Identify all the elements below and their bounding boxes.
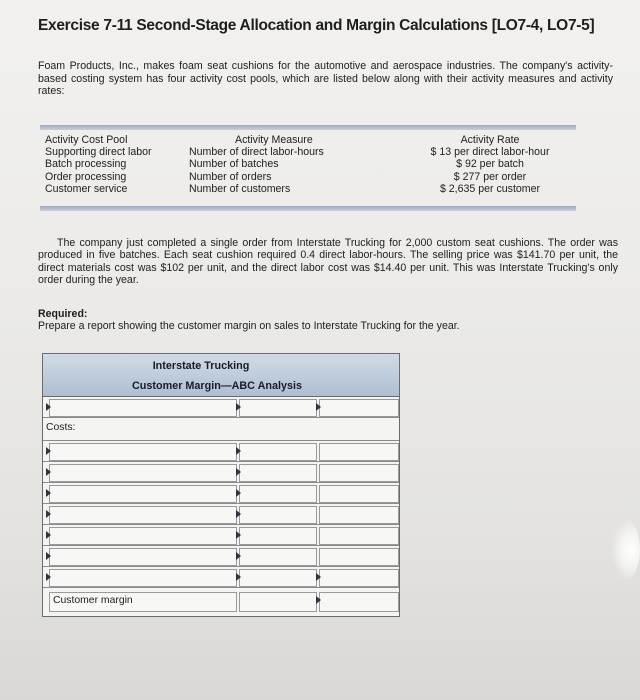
- rate-2: $ 92 per batch: [456, 158, 524, 171]
- cost-row-2: [43, 462, 399, 483]
- report-row-1: [43, 397, 399, 418]
- row1-total-input[interactable]: [319, 399, 399, 417]
- customer-margin-label: Customer margin: [53, 595, 133, 606]
- cost6-amount-input[interactable]: [239, 548, 317, 566]
- dropdown-marker-icon: [236, 510, 241, 518]
- dropdown-marker-icon: [236, 489, 241, 497]
- dropdown-marker-icon: [46, 552, 51, 560]
- dropdown-marker-icon: [46, 447, 51, 455]
- measure-2: Number of batches: [189, 158, 279, 171]
- measure-1: Number of direct labor-hours: [189, 146, 324, 159]
- dropdown-marker-icon: [236, 403, 241, 411]
- row1-label-input[interactable]: [49, 399, 237, 417]
- cost5-amount-input[interactable]: [239, 527, 317, 545]
- dropdown-marker-icon: [46, 468, 51, 476]
- cost5-label-input[interactable]: [49, 527, 237, 545]
- cost5-total-input[interactable]: [319, 527, 399, 545]
- cost1-total-input[interactable]: [319, 443, 399, 461]
- costs-label-row: [43, 418, 399, 441]
- cost7-amount-input[interactable]: [239, 569, 317, 587]
- cost-row-4: [43, 504, 399, 525]
- dropdown-marker-icon: [316, 573, 321, 581]
- cost4-amount-input[interactable]: [239, 506, 317, 524]
- cost6-total-input[interactable]: [319, 548, 399, 566]
- rate-1: $ 13 per direct labor-hour: [430, 146, 550, 159]
- dropdown-marker-icon: [46, 531, 51, 539]
- cost3-total-input[interactable]: [319, 485, 399, 503]
- cost-row-1: [43, 441, 399, 462]
- customer-margin-amount-input[interactable]: [239, 592, 317, 612]
- cost6-label-input[interactable]: [49, 548, 237, 566]
- dropdown-marker-icon: [46, 573, 51, 581]
- cost4-label-input[interactable]: [49, 506, 237, 524]
- rate-3: $ 277 per order: [453, 170, 527, 183]
- dropdown-marker-icon: [236, 573, 241, 581]
- cost-pool-3: Order processing: [45, 170, 127, 183]
- cost3-label-input[interactable]: [49, 485, 237, 503]
- cost-row-5: [43, 525, 399, 546]
- cost7-label-input[interactable]: [49, 569, 237, 587]
- intro-paragraph: Foam Products, Inc., makes foam seat cushions for the automotive and aerospace industries. The company's activity-based costing system has four activity cost pools, which are listed below along with their activity measures and activity rates:: [38, 60, 613, 97]
- report-subtitle: Customer Margin—ABC Analysis: [132, 380, 302, 392]
- dropdown-marker-icon: [316, 403, 321, 411]
- customer-margin-report: [42, 353, 400, 617]
- col-header-cost-pool: Activity Cost Pool: [45, 134, 128, 146]
- report-header: [43, 354, 399, 397]
- cost3-amount-input[interactable]: [239, 485, 317, 503]
- cost-pool-1: Supporting direct labor: [45, 146, 152, 159]
- exercise-title: Exercise 7-11 Second-Stage Allocation and Margin Calculations [LO7-4, LO7-5]: [38, 17, 595, 34]
- measure-3: Number of orders: [189, 170, 272, 183]
- dropdown-marker-icon: [46, 489, 51, 497]
- customer-margin-row: [43, 588, 399, 616]
- cost1-label-input[interactable]: [49, 443, 237, 461]
- report-company-name: Interstate Trucking: [152, 360, 250, 372]
- cost-pool-2: Batch processing: [45, 158, 127, 171]
- customer-margin-label-cell: [49, 592, 237, 612]
- cost-pool-4: Customer service: [45, 182, 128, 195]
- cost4-total-input[interactable]: [319, 506, 399, 524]
- required-label: Required:: [38, 308, 88, 320]
- activity-rate-column: [395, 134, 585, 195]
- dropdown-marker-icon: [236, 531, 241, 539]
- measure-4: Number of customers: [189, 182, 291, 195]
- dropdown-marker-icon: [236, 447, 241, 455]
- activity-measure-column: [189, 134, 324, 195]
- dropdown-marker-icon: [46, 510, 51, 518]
- col-header-measure: Activity Measure: [235, 134, 313, 146]
- table-bottom-rule: [40, 206, 576, 211]
- dropdown-marker-icon: [46, 403, 51, 411]
- cost2-label-input[interactable]: [49, 464, 237, 482]
- scenario-paragraph: The company just completed a single order from Interstate Trucking for 2,000 custom seat cushions. The order was produced in five batches. Each seat cushion required 0.4 direct labor-hours. The selling price was $141.70 per unit, the direct materials cost was $102 per unit, and the direct labor cost was $14.40 per unit. This was Interstate Trucking's only order during the year.: [38, 237, 618, 287]
- activity-cost-pool-column: [45, 134, 152, 195]
- required-section: [38, 308, 460, 333]
- table-top-rule: [40, 125, 576, 130]
- cost-row-3: [43, 483, 399, 504]
- row1-amount-input[interactable]: [239, 399, 317, 417]
- cost-row-7: [43, 567, 399, 588]
- screen-glare: [612, 520, 640, 580]
- dropdown-marker-icon: [236, 552, 241, 560]
- col-header-rate: Activity Rate: [460, 134, 520, 146]
- dropdown-marker-icon: [236, 468, 241, 476]
- cost7-total-input[interactable]: [319, 569, 399, 587]
- dropdown-marker-icon: [316, 596, 321, 604]
- required-text: Prepare a report showing the customer margin on sales to Interstate Trucking for the year.: [38, 320, 460, 333]
- costs-label: Costs:: [46, 422, 76, 433]
- customer-margin-total-input[interactable]: [319, 592, 399, 612]
- cost2-amount-input[interactable]: [239, 464, 317, 482]
- cost-row-6: [43, 546, 399, 567]
- rate-4: $ 2,635 per customer: [439, 182, 541, 195]
- cost1-amount-input[interactable]: [239, 443, 317, 461]
- cost2-total-input[interactable]: [319, 464, 399, 482]
